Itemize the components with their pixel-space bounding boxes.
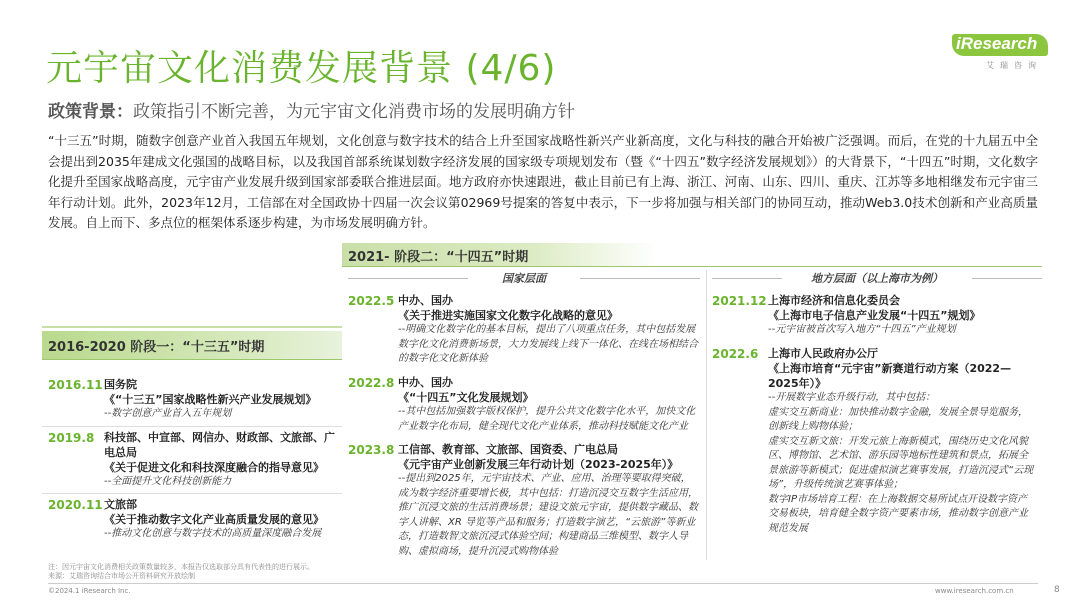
stage1-title: 2016-2020 阶段一：“十三五”时期 xyxy=(48,340,265,355)
local-level-header xyxy=(712,270,1042,286)
entry-doc: 《关于推进实施国家文化数字化战略的意见》 xyxy=(398,309,618,322)
policy-entry xyxy=(768,293,1036,338)
subtitle-text: 政策指引不断完善，为元宇宙文化消费市场的发展明确方针 xyxy=(133,102,575,122)
entry-desc-line: 虚实交互新商业：加快推动数字金融，发展全景导览服务，创新线上购物体验； xyxy=(768,406,1028,432)
entry-org: 中办、国办 xyxy=(398,376,453,389)
stage2-title: 2021- 阶段二：“十四五”时期 xyxy=(348,250,529,265)
footnote-note: 注：因元宇宙文化消费相关政策数量较多，本报告仅选取部分具有代表性的进行展示。 xyxy=(48,563,314,571)
entry-date: 2022.6 xyxy=(712,347,759,361)
policy-entry xyxy=(398,442,698,559)
entry-desc: --数字创意产业首入五年规划 xyxy=(104,408,232,419)
entry-org: 科技部、中宣部、网信办、财政部、文旅部、广电总局 xyxy=(104,431,335,459)
policy-entry xyxy=(104,497,340,542)
footnote xyxy=(48,563,314,581)
entry-doc: 《关于促进文化和科技深度融合的指导意见》 xyxy=(104,461,324,474)
entry-date: 2023.8 xyxy=(348,443,395,457)
policy-entry xyxy=(398,293,698,367)
stage1-header xyxy=(42,331,342,359)
policy-entry xyxy=(398,375,698,434)
national-level-header xyxy=(348,270,700,286)
local-level-label: 地方层面（以上海市为例） xyxy=(811,272,943,285)
stage2-divider xyxy=(342,266,1042,267)
entry-doc: 《“十四五”文化发展规划》 xyxy=(398,391,534,404)
entry-doc: 《元宇宙产业创新发展三年行动计划（2023-2025年）》 xyxy=(398,458,679,471)
footer-divider xyxy=(48,583,1038,584)
page-title: 元宇宙文化消费发展背景 (4/6) xyxy=(46,48,557,89)
entry-org: 中办、国办 xyxy=(398,294,453,307)
copyright: ©2024.1 iResearch Inc. xyxy=(48,587,131,595)
stage2-header xyxy=(342,243,657,267)
entry-date: 2022.5 xyxy=(348,294,395,308)
entry-doc: 《“十三五”国家战略性新兴产业发展规划》 xyxy=(104,393,317,406)
entry-desc-line: 虚实交互新文旅：开发元旅上海新模式，围绕历史文化风貌区、博物馆、艺术馆、游乐园等地标性建筑和景点，拓展全景旅游等新模式；促进虚拟演艺赛事发展，打造沉浸式“云现场”，升级传统演艺赛事体验； xyxy=(768,435,1034,490)
page-subtitle xyxy=(48,97,575,122)
entry-date: 2016.11 xyxy=(48,378,103,392)
entry-desc-line: --开展数字业态升级行动，其中包括： xyxy=(768,392,936,403)
entry-separator xyxy=(42,426,342,427)
entry-date: 2022.8 xyxy=(348,376,395,390)
logo-subtext: 艾瑞咨询 xyxy=(986,61,1042,70)
entry-desc: --明确文化数字化的基本目标，提出了八项重点任务，其中包括发展数字化文化消费新场景，大力发展线上线下一体化、在线在场相结合的数字化文化新体验 xyxy=(398,324,698,364)
entry-date: 2019.8 xyxy=(48,431,95,445)
policy-entry xyxy=(104,377,340,422)
entry-org: 上海市经济和信息化委员会 xyxy=(768,294,900,307)
entry-desc: --全面提升文化科技创新能力 xyxy=(104,476,232,487)
entry-desc: --其中包括加强数字版权保护，提升公共文化数字化水平，加快文化产业数字化布局，健全现代文化产业体系，推动科技赋能文化产业 xyxy=(398,406,696,432)
entry-doc: 《上海市电子信息产业发展“十四五”规划》 xyxy=(768,309,981,322)
entry-desc: --提出到2025年，元宇宙技术、产业、应用、治理等要取得突破，成为数字经济重要增长极，其中包括：打造沉浸交互数字生活应用，推广沉浸文旅的生活消费场景；建设文旅元宇宙，提供数字藏品、数字人讲解、XR 导览等产品和服务；打造数字演艺，“云旅游”等新业态，打造数智文旅沉浸式体验空间；构建商品三维模型、数字人导购、虚拟商场，提升沉浸式购物体验 xyxy=(398,473,698,557)
entry-org: 上海市人民政府办公厅 xyxy=(768,347,878,360)
entry-separator xyxy=(42,493,342,494)
iresearch-logo xyxy=(946,28,1052,74)
website-link[interactable]: www.iresearch.com.cn xyxy=(935,587,1014,595)
entry-desc: --元宇宙被首次写入地方“十四五”产业规划 xyxy=(768,324,956,335)
intro-paragraph: “十三五”时期，随数字创意产业首入我国五年规划，文化创意与数字技术的结合上升至国家战略性新兴产业新高度，文化与科技的融合开始被广泛强调。而后，在党的十九届五中全会提出到2035年建成文化强国的战略目标，以及我国首部系统谋划数字经济发展的国家级专项规划发布（暨《“十四五”数字经济发展规划》）的大背景下，“十四五”时期，文化数字化提升至国家战略高度，元宇宙产业发展升级到国家部委联合推进层面。地方政府亦快速跟进，截止目前已有上海、浙江、河南、山东、四川、重庆、江苏等多地相继发布元宇宙三年行动计划。此外，2023年12月，工信部在对全国政协十四届一次会议第02969号提案的答复中表示，下一步将加强与相关部门的协同互动，推动Web3.0技术创新和产业高质量发展。自上而下、多点位的框架体系逐步构建，为市场发展明确方针。 xyxy=(48,133,1038,230)
stage1-top-band xyxy=(42,326,342,328)
entry-date: 2021.12 xyxy=(712,294,767,308)
entry-org: 国务院 xyxy=(104,378,137,391)
entry-doc: 《上海市培育“元宇宙”新赛道行动方案（2022—2025年）》 xyxy=(768,362,1012,390)
page-number: 8 xyxy=(1054,585,1060,595)
subtitle-label: 政策背景： xyxy=(48,102,133,122)
entry-date: 2020.11 xyxy=(48,498,103,512)
entry-doc: 《关于推动数字文化产业高质量发展的意见》 xyxy=(104,513,324,526)
national-level-label: 国家层面 xyxy=(502,272,546,285)
policy-entry xyxy=(768,346,1036,536)
entry-desc: --推动文化创意与数字技术的高质量深度融合发展 xyxy=(104,528,322,539)
stage1-divider xyxy=(42,359,342,360)
entry-org: 工信部、教育部、文旅部、国资委、广电总局 xyxy=(398,443,618,456)
column-divider xyxy=(706,270,707,560)
entry-desc-line: 数字IP市场培育工程：在上海数据交易所试点开设数字资产交易板块，培育健全数字资产要素市场，推动数字创意产业规范发展 xyxy=(768,493,1028,534)
entry-org: 文旅部 xyxy=(104,498,137,511)
footnote-source: 来源：艾瑞咨询结合市场公开资料研究开放绘制 xyxy=(48,572,195,580)
policy-entry xyxy=(104,430,340,490)
logo-text: iResearch xyxy=(956,34,1038,53)
